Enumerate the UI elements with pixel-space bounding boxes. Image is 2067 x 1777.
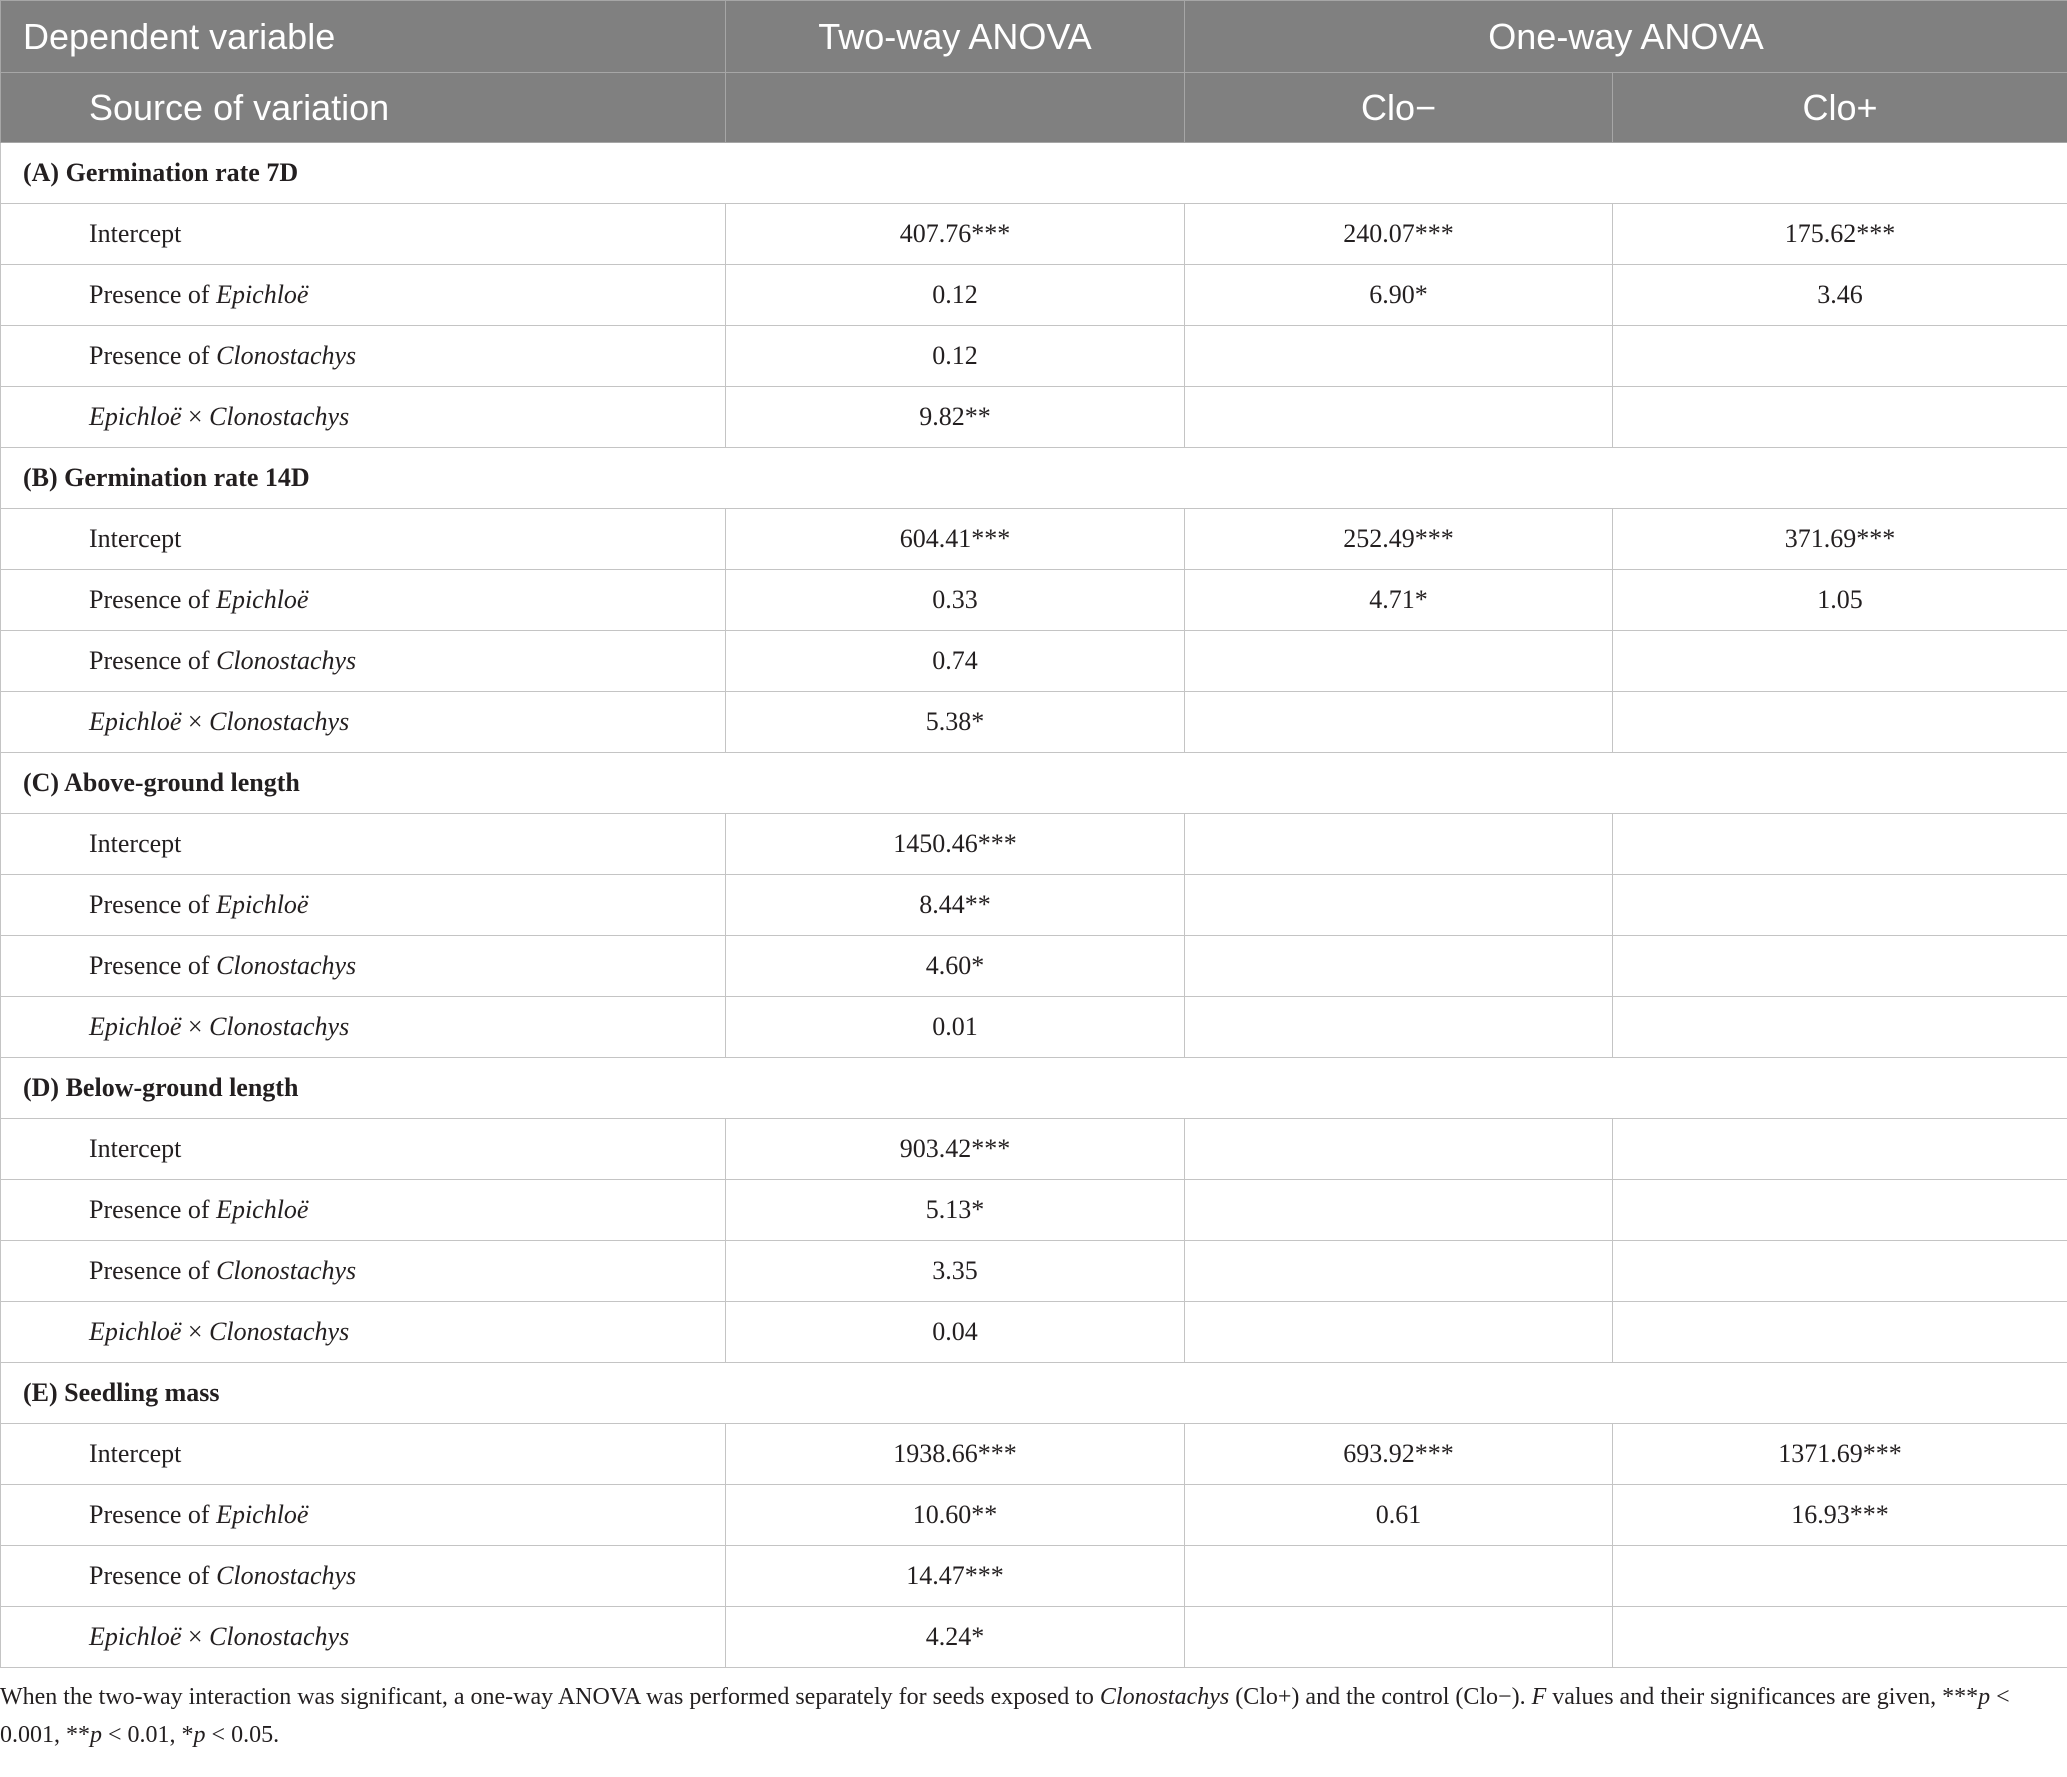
clo-plus-value (1613, 875, 2067, 936)
two-way-value: 9.82** (726, 387, 1185, 448)
two-way-value: 0.12 (726, 326, 1185, 387)
clo-minus-value: 6.90* (1185, 265, 1613, 326)
row-label-part: Presence of (89, 1561, 217, 1590)
row-label (1, 1485, 726, 1546)
row-label (1, 1607, 726, 1668)
clo-plus-value (1613, 326, 2067, 387)
two-way-value: 8.44** (726, 875, 1185, 936)
two-way-value: 604.41*** (726, 509, 1185, 570)
row-label-part: Clonostachys (209, 1622, 350, 1651)
section-header-row (1, 143, 2067, 204)
row-label-part: Epichloë (216, 890, 309, 919)
table-row (1, 875, 2067, 936)
clo-plus-value: 175.62*** (1613, 204, 2067, 265)
clo-minus-value: 0.61 (1185, 1485, 1613, 1546)
clo-minus-value (1185, 692, 1613, 753)
two-way-value: 5.13* (726, 1180, 1185, 1241)
row-label (1, 1546, 726, 1607)
header-dependent-variable: Dependent variable (1, 1, 726, 73)
clo-minus-value: 252.49*** (1185, 509, 1613, 570)
clo-plus-value: 1.05 (1613, 570, 2067, 631)
section-header-row (1, 1058, 2067, 1119)
row-label (1, 326, 726, 387)
row-label (1, 814, 726, 875)
two-way-value: 1450.46*** (726, 814, 1185, 875)
header-clo-minus: Clo− (1185, 73, 1613, 143)
table-row (1, 936, 2067, 997)
row-label-part: Presence of (89, 890, 217, 919)
table-row (1, 1119, 2067, 1180)
row-label-part: Clonostachys (209, 1317, 350, 1346)
clo-plus-value (1613, 1119, 2067, 1180)
row-label-part: Clonostachys (216, 951, 357, 980)
row-label-part: Epichloë (89, 1622, 182, 1651)
row-label (1, 509, 726, 570)
section-header-row (1, 753, 2067, 814)
row-label (1, 1180, 726, 1241)
clo-minus-value (1185, 1302, 1613, 1363)
row-label-part: Intercept (89, 219, 182, 248)
row-label-part: Presence of (89, 585, 217, 614)
two-way-value: 5.38* (726, 692, 1185, 753)
two-way-value: 14.47*** (726, 1546, 1185, 1607)
row-label-part: Presence of (89, 951, 217, 980)
clo-plus-value (1613, 1546, 2067, 1607)
table-row (1, 326, 2067, 387)
two-way-value: 4.24* (726, 1607, 1185, 1668)
row-label-part: × (181, 707, 210, 736)
table-footnote (0, 1678, 2064, 1754)
footnote-part: p (90, 1722, 102, 1748)
table-row (1, 509, 2067, 570)
clo-minus-value (1185, 814, 1613, 875)
table-row (1, 997, 2067, 1058)
two-way-value: 0.33 (726, 570, 1185, 631)
section-title: (E) Seedling mass (1, 1363, 2067, 1424)
row-label (1, 1241, 726, 1302)
row-label-part: Clonostachys (216, 1561, 357, 1590)
row-label (1, 631, 726, 692)
row-label-part: Presence of (89, 1256, 217, 1285)
row-label-part: Epichloë (216, 585, 309, 614)
row-label-part: Presence of (89, 280, 217, 309)
row-label (1, 875, 726, 936)
clo-plus-value (1613, 1241, 2067, 1302)
row-label-part: Presence of (89, 646, 217, 675)
footnote-part: < 0.01, * (102, 1722, 194, 1748)
clo-minus-value: 240.07*** (1185, 204, 1613, 265)
row-label-part: × (181, 1622, 210, 1651)
footnote-part: When the two-way interaction was significant, a one-way ANOVA was performed separately for seeds exposed to (0, 1684, 1100, 1710)
header-row-2 (1, 73, 2067, 143)
clo-plus-value (1613, 1302, 2067, 1363)
footnote-part: F (1531, 1684, 1547, 1710)
clo-minus-value (1185, 387, 1613, 448)
row-label-part: Clonostachys (209, 707, 350, 736)
clo-minus-value (1185, 1241, 1613, 1302)
two-way-value: 0.12 (726, 265, 1185, 326)
row-label-part: Epichloë (89, 1012, 182, 1041)
footnote-part: Clonostachys (1099, 1684, 1230, 1710)
two-way-value: 903.42*** (726, 1119, 1185, 1180)
section-header-row (1, 1363, 2067, 1424)
row-label-part: Intercept (89, 524, 182, 553)
two-way-value: 10.60** (726, 1485, 1185, 1546)
header-clo-plus: Clo+ (1613, 73, 2067, 143)
row-label (1, 1119, 726, 1180)
section-title: (C) Above-ground length (1, 753, 2067, 814)
clo-minus-value (1185, 936, 1613, 997)
clo-minus-value (1185, 1607, 1613, 1668)
clo-plus-value (1613, 997, 2067, 1058)
table-row (1, 570, 2067, 631)
table-row (1, 692, 2067, 753)
row-label (1, 570, 726, 631)
clo-plus-value (1613, 936, 2067, 997)
clo-minus-value (1185, 1546, 1613, 1607)
row-label-part: × (181, 402, 210, 431)
row-label-part: Clonostachys (216, 341, 357, 370)
clo-plus-value (1613, 1180, 2067, 1241)
clo-minus-value (1185, 875, 1613, 936)
footnote-part: values and their significances are given, *** (1546, 1684, 1979, 1710)
row-label-part: Intercept (89, 1439, 182, 1468)
row-label-part: Clonostachys (209, 1012, 350, 1041)
clo-plus-value (1613, 387, 2067, 448)
clo-plus-value: 371.69*** (1613, 509, 2067, 570)
footnote-part: < 0.001, ** (0, 1684, 2010, 1748)
row-label-part: Clonostachys (216, 646, 357, 675)
clo-plus-value (1613, 814, 2067, 875)
two-way-value: 1938.66*** (726, 1424, 1185, 1485)
table-row (1, 387, 2067, 448)
table-row (1, 1241, 2067, 1302)
header-one-way-anova: One-way ANOVA (1185, 1, 2067, 73)
clo-minus-value (1185, 1180, 1613, 1241)
row-label-part: Epichloë (89, 1317, 182, 1346)
clo-plus-value: 3.46 (1613, 265, 2067, 326)
row-label-part: × (181, 1317, 210, 1346)
table-body (1, 143, 2067, 1668)
two-way-value: 0.04 (726, 1302, 1185, 1363)
table-row (1, 1302, 2067, 1363)
two-way-value: 0.01 (726, 997, 1185, 1058)
section-title: (B) Germination rate 14D (1, 448, 2067, 509)
section-header-row (1, 448, 2067, 509)
clo-minus-value (1185, 1119, 1613, 1180)
row-label (1, 265, 726, 326)
row-label-part: Presence of (89, 1195, 217, 1224)
table-row (1, 1424, 2067, 1485)
table-row (1, 1180, 2067, 1241)
table-row (1, 814, 2067, 875)
row-label (1, 692, 726, 753)
footnote-part: (Clo+) and the control (Clo−). (1229, 1684, 1532, 1710)
two-way-value: 3.35 (726, 1241, 1185, 1302)
row-label-part: Intercept (89, 829, 182, 858)
row-label-part: Epichloë (216, 280, 309, 309)
table-header (1, 1, 2067, 143)
clo-plus-value (1613, 1607, 2067, 1668)
row-label (1, 204, 726, 265)
clo-plus-value: 16.93*** (1613, 1485, 2067, 1546)
row-label (1, 936, 726, 997)
row-label-part: Epichloë (216, 1500, 309, 1529)
row-label (1, 387, 726, 448)
header-two-way-empty (726, 73, 1185, 143)
clo-minus-value: 693.92*** (1185, 1424, 1613, 1485)
two-way-value: 0.74 (726, 631, 1185, 692)
header-source-of-variation: Source of variation (1, 73, 726, 143)
clo-plus-value: 1371.69*** (1613, 1424, 2067, 1485)
row-label-part: Presence of (89, 341, 217, 370)
row-label (1, 1424, 726, 1485)
row-label-part: Epichloë (89, 707, 182, 736)
row-label-part: Clonostachys (216, 1256, 357, 1285)
table-row (1, 1546, 2067, 1607)
clo-minus-value (1185, 326, 1613, 387)
footnote-part: < 0.05. (205, 1722, 280, 1748)
header-row-1 (1, 1, 2067, 73)
section-title: (D) Below-ground length (1, 1058, 2067, 1119)
footnote-part: p (193, 1722, 206, 1748)
section-title: (A) Germination rate 7D (1, 143, 2067, 204)
table-row (1, 204, 2067, 265)
row-label (1, 1302, 726, 1363)
table-row (1, 1607, 2067, 1668)
clo-minus-value: 4.71* (1185, 570, 1613, 631)
clo-plus-value (1613, 692, 2067, 753)
row-label (1, 997, 726, 1058)
two-way-value: 4.60* (726, 936, 1185, 997)
clo-minus-value (1185, 631, 1613, 692)
header-two-way-anova: Two-way ANOVA (726, 1, 1185, 73)
row-label-part: Epichloë (89, 402, 182, 431)
row-label-part: Presence of (89, 1500, 217, 1529)
footnote-part: p (1978, 1684, 1991, 1710)
clo-plus-value (1613, 631, 2067, 692)
clo-minus-value (1185, 997, 1613, 1058)
two-way-value: 407.76*** (726, 204, 1185, 265)
table-row (1, 265, 2067, 326)
row-label-part: Clonostachys (209, 402, 350, 431)
table-row (1, 631, 2067, 692)
row-label-part: Intercept (89, 1134, 182, 1163)
row-label-part: × (181, 1012, 210, 1041)
row-label-part: Epichloë (216, 1195, 309, 1224)
table-row (1, 1485, 2067, 1546)
